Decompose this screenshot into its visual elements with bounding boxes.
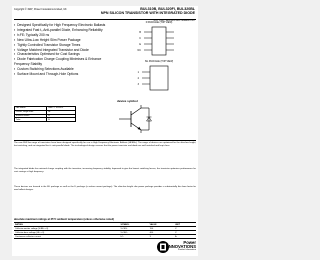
table-header-cell: RATING — [14, 223, 120, 227]
absolute-max-ratings-table — [14, 222, 196, 239]
transistor-symbol-icon — [117, 103, 157, 135]
description-rule — [14, 140, 196, 141]
sil-pin-label: 2 — [137, 76, 139, 80]
power-innovations-logo — [156, 240, 196, 254]
table-cell: 700 — [149, 227, 174, 231]
d-pin-label: B — [139, 30, 141, 34]
description-paragraph: These devices are housed in the SIL package as well as the D package (a surface mount package). The ultra-low height slim power package provides a substantially thin form factor for new ballast designs. — [14, 186, 196, 192]
table-header-cell: PART # SUFFIX — [47, 107, 76, 111]
table-cell: V₍CBO₎ — [120, 231, 149, 235]
table-cell: 3 — [149, 235, 174, 239]
table-cell: V₍CES₎ — [120, 227, 149, 231]
table-header-cell: PACKAGE — [15, 107, 47, 111]
table-header-cell: SYMBOL — [120, 223, 149, 227]
table-header-cell: VALUE — [149, 223, 174, 227]
table-cell: A — [174, 235, 196, 239]
revision-date: JULY 1996 - REVISED SEPTEMBER 1997 — [153, 19, 195, 22]
table-cell: Continuous collector current — [14, 235, 120, 239]
table-cell: Collector-emitter voltage (V₍BE₎ = 0) — [14, 227, 120, 231]
datasheet-title — [75, 7, 195, 16]
feature-item: ▪ Tightly Controlled Transistor Storage Times — [14, 43, 114, 47]
d-package-body — [152, 27, 166, 55]
device-symbol-label: device symbol — [117, 99, 138, 103]
feature-list — [14, 23, 114, 76]
logo-subtitle: Product Information — [177, 249, 196, 251]
description-paragraph: The integrated diode has minimal charge coupling with the transistor, increasing frequency stability. Improved to give the lowest switching losses, the transistor optimises performance for cost savings at high frequency. — [14, 168, 196, 174]
sil-pin-label: 1 — [137, 70, 139, 74]
table-header-cell: UNIT — [174, 223, 196, 227]
feature-item: ▪ Designed Specifically for High Frequency Electronic Ballasts — [14, 23, 114, 27]
part-numbers: BUL310B, BUL320FI, BUL320BL — [140, 7, 195, 11]
feature-item: ▪ Characteristics Optimised for Cost Savings — [14, 52, 114, 56]
sil-package-drawing — [130, 64, 188, 94]
ratings-title: absolute maximum ratings at 25°C ambient temperature (unless otherwise noted) — [14, 218, 115, 221]
table-cell: B — [47, 118, 76, 122]
d-pin-label: C — [139, 36, 141, 40]
table-cell: V — [174, 227, 196, 231]
sil-package-title: SIL PACKAGE (TOP VIEW) — [144, 61, 174, 63]
d-package-diagram — [130, 22, 188, 62]
feature-item: ▪ Integrated Fast t₀ Anti-parallel Diode, Enhancing Reliability — [14, 28, 114, 32]
device-symbol — [117, 99, 157, 140]
sil-package-diagram — [130, 61, 188, 99]
feature-item: ▪ h₍FE₎ Typically 200 ns — [14, 33, 114, 37]
logo-line: INNOVATIONS — [167, 244, 196, 250]
part-description: NPN SILICON TRANSISTOR WITH INTEGRATED DIODE — [100, 11, 195, 16]
package-options-table — [14, 106, 76, 122]
table-cell: Collector-base voltage (I₍E₎ = 0) — [14, 231, 120, 235]
datasheet-page — [12, 6, 198, 256]
table-cell: Surface mount — [15, 114, 47, 118]
table-cell: BL — [47, 110, 76, 114]
table-cell: 400 — [149, 231, 174, 235]
logo-line: Power — [183, 240, 196, 245]
table-cell: Tube — [15, 118, 47, 122]
feature-item: ▪ Diode Fabrication Charge Coupling Minimises & Enhance Frequency Stability — [14, 57, 114, 66]
d-pin-label: E — [139, 42, 141, 46]
feature-item: ▪ Surface Mount and Through-Hole Options — [14, 72, 114, 76]
table-cell: V — [174, 231, 196, 235]
description-paragraph: The new BUL3xx range of transistors have been designed specifically for use in High Frequency Electronic Ballasts (HFEBs). The range of devices are optimised for the ultra-low height, fast switching, and an integrated fast t₀ anti-parallel diode. The technological design ensures that the power transistor and diode are well matched and kept close. — [14, 142, 196, 148]
table-cell: I₍C₎ — [120, 235, 149, 239]
feature-item: ▪ Custom Switching Selections Available — [14, 67, 114, 71]
sil-pin-label: 3 — [137, 82, 139, 86]
d-pin-label: NC — [137, 48, 141, 52]
table-cell: Plastic, single form — [15, 110, 47, 114]
feature-item: ▪ New Ultra-Low Height Slim Power Package — [14, 38, 114, 42]
d-package-title: D PACKAGE (TOP VIEW) — [145, 22, 173, 24]
sil-package-body — [150, 66, 168, 90]
table-row — [14, 235, 196, 239]
feature-item: ▪ Voltage Matched Integrated Transistor and Diode — [14, 48, 114, 52]
table-row — [15, 118, 76, 122]
copyright-line: Copyright © 1997, Power Innovations Limited, UK — [14, 8, 67, 11]
table-cell: FI — [47, 114, 76, 118]
d-package-drawing — [130, 25, 188, 57]
